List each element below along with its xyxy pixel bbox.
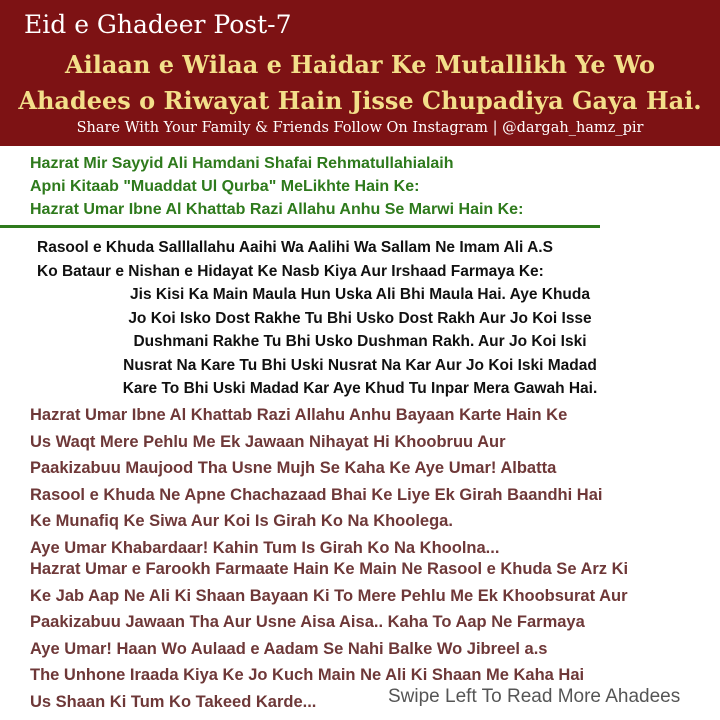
post-subtitle-line-1: Ailaan e Wilaa e Haidar Ke Mutallikh Ye Wo [65,50,655,79]
post-subtitle-line-2: Ahadees o Riwayat Hain Jisse Chupadiya Gaya Hai. [18,86,702,115]
hadith-quote-line: Nusrat Na Kare Tu Bhi Uski Nusrat Na Kar Aur Jo Koi Iski Madad [123,356,597,374]
hadith-quote-line: Dushmani Rakhe Tu Bhi Usko Dushman Rakh. Aur Jo Koi Iski [133,333,587,350]
header-banner [0,0,720,146]
narration-line: The Unhone Iraada Kiya Ke Jo Kuch Main Ne Ali Ki Shaan Me Kaha Hai [30,666,585,684]
narration-line: Us Waqt Mere Pehlu Me Ek Jawaan Nihayat Hi Khoobruu Aur [30,432,506,451]
follow-instagram-text: Share With Your Family & Friends Follow On Instagram | @dargah_hamz_pir [76,120,644,136]
hadith-quote-line: Jis Kisi Ka Main Maula Hun Uska Ali Bhi Maula Hai. Aye Khuda [130,286,590,303]
narration-line: Us Shaan Ki Tum Ko Takeed Karde... [30,692,317,711]
hadith-line: Ko Bataur e Nishan e Hidayat Ke Nasb Kiya Aur Irshaad Farmaya Ke: [37,262,544,280]
narration-line: Hazrat Umar e Farookh Farmaate Hain Ke Main Ne Rasool e Khuda Se Arz Ki [30,560,629,578]
green-divider [0,225,600,228]
narration-line: Hazrat Umar Ibne Al Khattab Razi Allahu Anhu Bayaan Karte Hain Ke [30,406,568,424]
narration-line: Aye Umar! Haan Wo Aulaad e Aadam Se Nahi Balke Wo Jibreel a.s [30,639,548,658]
hadith-line: Rasool e Khuda Salllallahu Aaihi Wa Aalihi Wa Sallam Ne Imam Ali A.S [37,239,553,256]
hadith-quote-line: Jo Koi Isko Dost Rakhe Tu Bhi Usko Dost Rakh Aur Jo Koi Isse [128,309,592,327]
narration-paragraph-1 [30,402,602,561]
narration-line: Aye Umar Khabardaar! Kahin Tum Is Girah Ko Na Khoolna... [30,538,500,557]
swipe-hint: Swipe Left To Read More Ahadees [388,686,681,707]
narration-line: Ke Jab Aap Ne Ali Ki Shaan Bayaan Ki To Mere Pehlu Me Ek Khoobsurat Aur [30,586,628,605]
post-title: Eid e Ghadeer Post-7 [24,10,292,39]
narration-line: Ke Munafiq Ke Siwa Aur Koi Is Girah Ko Na Khoolega. [30,512,453,530]
narration-line: Paakizabuu Maujood Tha Usne Mujh Se Kaha Ke Aye Umar! Albatta [30,459,557,477]
narration-line: Rasool e Khuda Ne Apne Chachazaad Bhai Ke Liye Ek Girah Baandhi Hai [30,485,603,504]
intro-line: Apni Kitaab "Muaddat Ul Qurba" MeLikhte Hain Ke: [30,178,420,195]
hadith-block [0,236,720,401]
intro-block [30,152,523,221]
hadith-quote-line: Kare To Bhi Uski Madad Kar Aye Khud Tu Inpar Mera Gawah Hai. [122,380,598,397]
intro-line: Hazrat Umar Ibne Al Khattab Razi Allahu Anhu Se Marwi Hain Ke: [30,201,524,218]
narration-line: Paakizabuu Jawaan Tha Aur Usne Aisa Aisa.. Kaha To Aap Ne Farmaya [30,613,585,631]
intro-line: Hazrat Mir Sayyid Ali Hamdani Shafai Rehmatullahialaih [30,155,454,172]
